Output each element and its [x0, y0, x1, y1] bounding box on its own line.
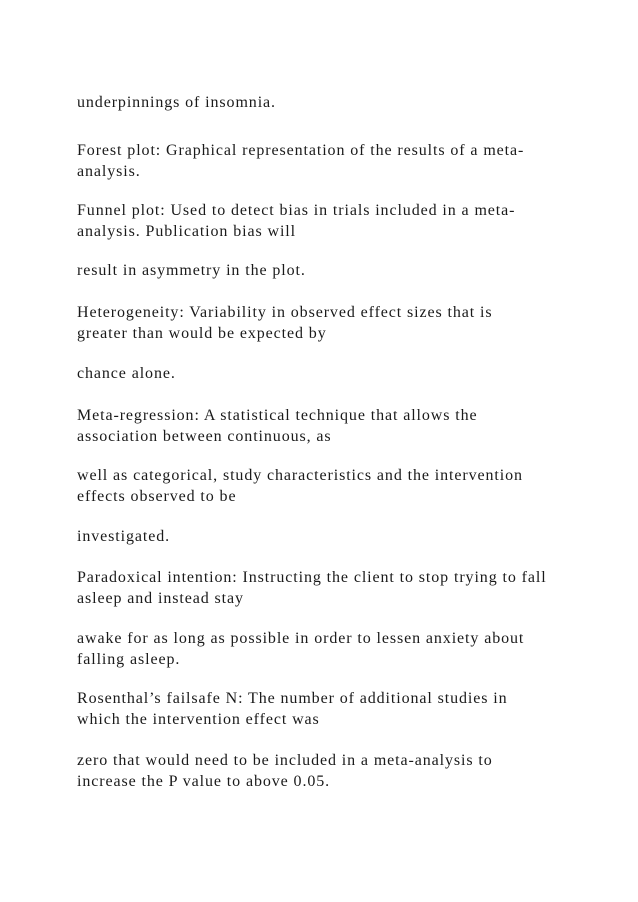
text-line: awake for as long as possible in order to lessen anxiety about — [77, 630, 525, 647]
text-line: greater than would be expected by — [77, 325, 327, 342]
text-line: zero that would need to be included in a meta-analysis to — [77, 752, 493, 769]
text-line: investigated. — [77, 528, 171, 545]
text-line: well as categorical, study characteristics and the intervention — [77, 467, 523, 484]
paragraph-funnel-plot-cont — [77, 260, 597, 281]
paragraph-paradoxical-intention-cont — [77, 628, 597, 670]
paragraph-funnel-plot — [77, 200, 597, 242]
text-line: Funnel plot: Used to detect bias in trials included in a meta- — [77, 202, 516, 219]
paragraph-insomnia-end — [77, 92, 597, 113]
paragraph-meta-regression-cont — [77, 465, 597, 507]
text-line: Rosenthal’s failsafe N: The number of additional studies in — [77, 690, 508, 707]
paragraph-rosenthal-failsafe — [77, 688, 597, 730]
paragraph-paradoxical-intention — [77, 567, 597, 609]
paragraph-meta-regression-end — [77, 526, 597, 547]
text-line: chance alone. — [77, 365, 176, 382]
paragraph-meta-regression — [77, 405, 597, 447]
text-line: association between continuous, as — [77, 428, 332, 445]
text-line: effects observed to be — [77, 488, 237, 505]
text-line: Heterogeneity: Variability in observed effect sizes that is — [77, 304, 493, 321]
text-line: which the intervention effect was — [77, 711, 320, 728]
paragraph-forest-plot — [77, 140, 597, 182]
text-line: asleep and instead stay — [77, 590, 244, 607]
paragraph-heterogeneity-cont — [77, 363, 597, 384]
text-line: analysis. Publication bias will — [77, 223, 296, 240]
text-line: increase the P value to above 0.05. — [77, 773, 331, 790]
text-line: analysis. — [77, 163, 141, 180]
paragraph-rosenthal-failsafe-cont — [77, 750, 597, 792]
text-line: underpinnings of insomnia. — [77, 94, 276, 111]
text-line: Paradoxical intention: Instructing the client to stop trying to fall — [77, 569, 547, 586]
text-line: Forest plot: Graphical representation of the results of a meta- — [77, 142, 525, 159]
paragraph-heterogeneity — [77, 302, 597, 344]
text-line: falling asleep. — [77, 651, 181, 668]
text-line: result in asymmetry in the plot. — [77, 262, 306, 279]
text-line: Meta-regression: A statistical technique that allows the — [77, 407, 478, 424]
